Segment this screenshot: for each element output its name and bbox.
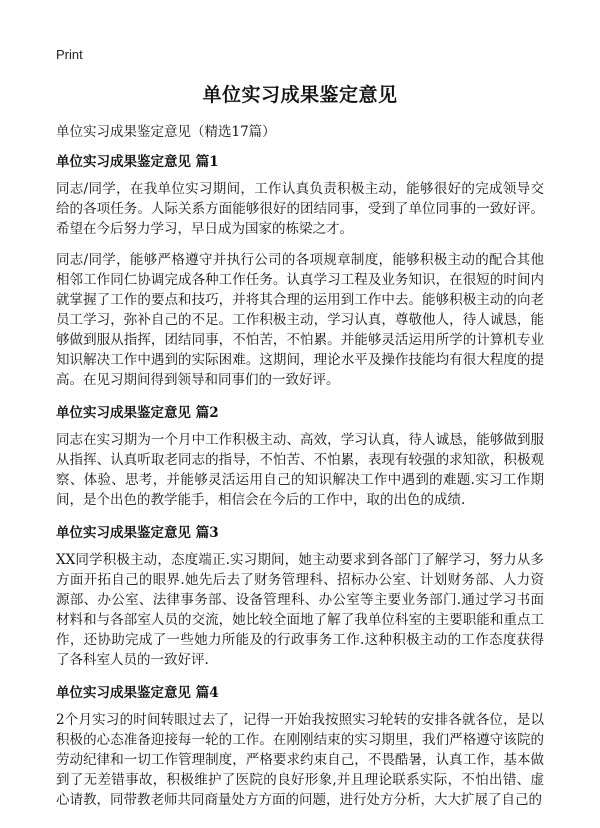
section-2 [56, 401, 544, 510]
section-paragraph: 同志/同学，能够严格遵守并执行公司的各项规章制度，能够积极主动的配合其他相邻工作同仁协调完成各种工作任务。认真学习工程及业务知识，在很短的时间内就掌握了工作的要点和技巧，并将其合理的运用到工作中去。能够积极主动的向老员工学习，弥补自己的不足。工作积极主动，学习认真，尊敬他人，待人诚恳，能够做到服从指挥，团结同事，不怕苦，不怕累。并能够灵活运用所学的计算机专业知识解决工作中遇到的实际困难。这期间，理论水平及操作技能均有很大程度的提高。在见习期间得到领导和同事们的一致好评。 [56, 252, 544, 388]
page-subtitle: 单位实习成果鉴定意见（精选17篇） [56, 124, 276, 140]
section-3 [56, 521, 544, 670]
print-link[interactable]: Print [56, 47, 83, 62]
section-heading: 单位实习成果鉴定意见 篇1 [56, 154, 219, 170]
section-paragraph: 同志在实习期为一个月中工作积极主动、高效，学习认真，待人诚恳，能够做到服从指挥、认真听取老同志的指导，不怕苦、不怕累，表现有较强的求知欲，积极观察、体验、思考，并能够灵活运用自己的知识解决工作中遇到的难题.实习工作期间，是个出色的教学能手，相信会在今后的工作中，取的出色的成绩. [56, 432, 544, 508]
section-paragraph: XX同学积极主动，态度端正.实习期间，她主动要求到各部门了解学习，努力从多方面开拓自己的眼界.她先后去了财务管理科、招标办公室、计划财务部、人力资源部、办公室、法律事务部、设备管理科、办公室等主要业务部门.通过学习书面材料和与各部室人员的交流，她比较全面地了解了我单位科室的主要职能和重点工作，还协助完成了一些她力所能及的行政事务工作.这种积极主动的工作态度获得了各科室人员的一致好评. [56, 552, 544, 668]
section-heading: 单位实习成果鉴定意见 篇2 [56, 405, 219, 421]
section-paragraph: 同志/同学，在我单位实习期间，工作认真负责积极主动，能够很好的完成领导交给的各项任务。人际关系方面能够很好的团结同事，受到了单位同事的一致好评。希望在今后努力学习，早日成为国家的栋梁之才。 [56, 181, 544, 237]
section-4 [56, 681, 544, 810]
section-paragraph: 2个月实习的时间转眼过去了，记得一开始我按照实习轮转的安排各就各位，是以积极的心态准备迎接每一轮的工作。在刚刚结束的实习期里，我们严格遵守该院的劳动纪律和一切工作管理制度，严格要求约束自己，不畏酷暑，认真工作，基本做到了无差错事故，积极维护了医院的良好形象,并且理论联系实际，不怕出错、虚心请教，同带教老师共同商量处方方面的问题，进行处方分析，大大扩展了自己的 [56, 712, 544, 808]
document-content [56, 150, 544, 821]
page-title: 单位实习成果鉴定意见 [202, 84, 398, 106]
section-heading: 单位实习成果鉴定意见 篇4 [56, 685, 219, 701]
section-1 [56, 150, 544, 390]
section-heading: 单位实习成果鉴定意见 篇3 [56, 525, 219, 541]
